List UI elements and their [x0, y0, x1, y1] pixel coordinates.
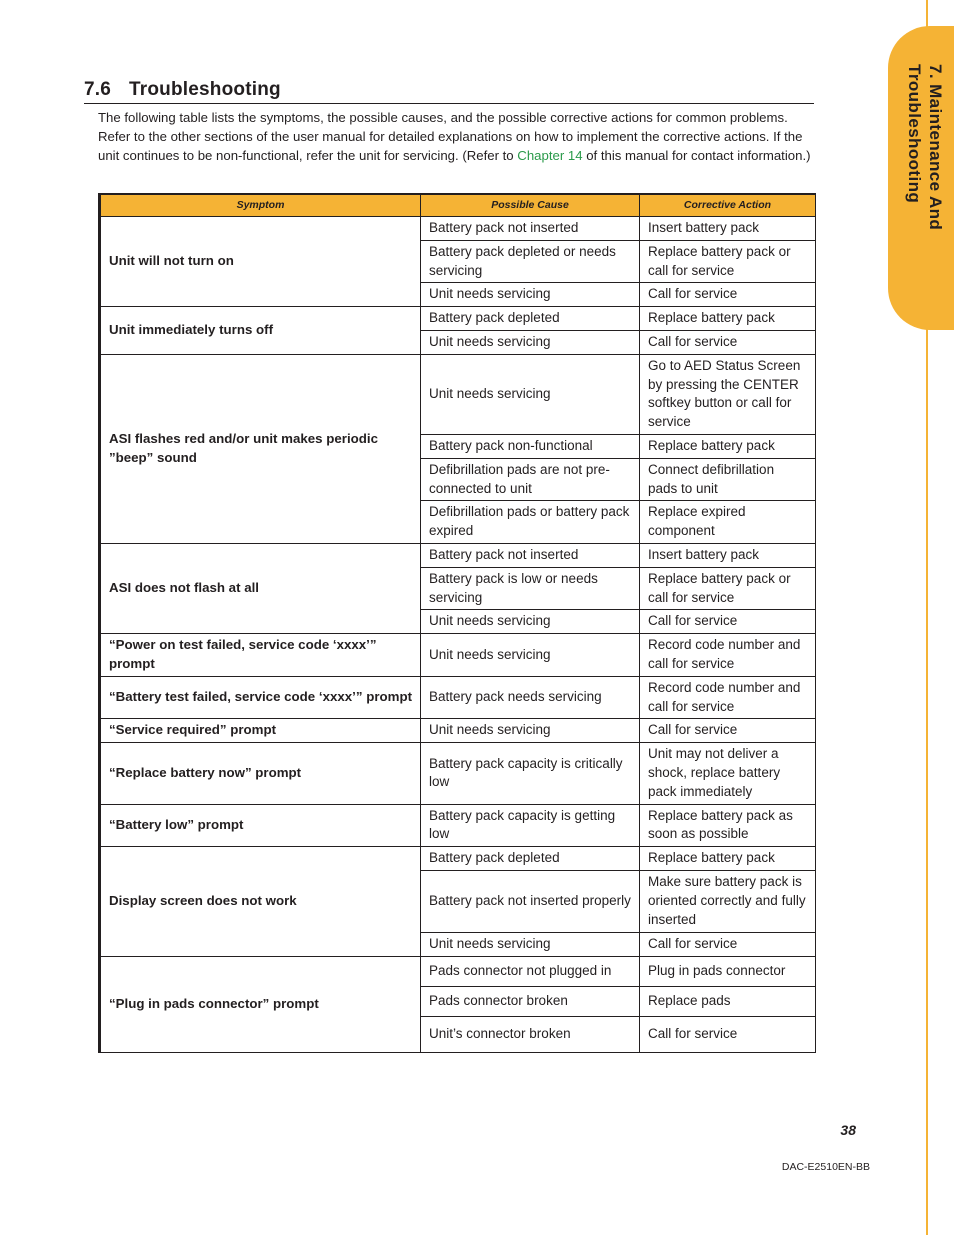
- action-cell: Insert battery pack: [640, 217, 816, 241]
- intro-paragraph: [98, 109, 814, 165]
- cause-cell: Battery pack not inserted: [421, 217, 640, 241]
- symptom-cell: “Battery test failed, service code ‘xxxx’” prompt: [100, 676, 421, 719]
- table-row: [100, 217, 816, 241]
- troubleshooting-table: [98, 193, 816, 1053]
- table-body: [100, 217, 816, 1053]
- action-cell: Replace battery pack as soon as possible: [640, 804, 816, 847]
- chapter-link[interactable]: Chapter 14: [517, 147, 583, 163]
- header-action: Corrective Action: [640, 194, 816, 217]
- action-cell: Connect defibrillation pads to unit: [640, 458, 816, 501]
- cause-cell: Unit needs servicing: [421, 932, 640, 956]
- cause-cell: Battery pack not inserted properly: [421, 870, 640, 932]
- cause-cell: Battery pack not inserted: [421, 543, 640, 567]
- table-row: [100, 676, 816, 719]
- cause-cell: Battery pack capacity is getting low: [421, 804, 640, 847]
- chapter-tab-line2: Troubleshooting: [905, 64, 924, 204]
- table-row: [100, 543, 816, 567]
- cause-cell: Battery pack capacity is critically low: [421, 743, 640, 804]
- cause-cell: Battery pack depleted: [421, 307, 640, 331]
- cause-cell: Unit’s connector broken: [421, 1016, 640, 1052]
- action-cell: Replace pads: [640, 986, 816, 1016]
- action-cell: Replace battery pack or call for service: [640, 567, 816, 610]
- cause-cell: Pads connector not plugged in: [421, 956, 640, 986]
- action-cell: Replace battery pack: [640, 434, 816, 458]
- symptom-cell: ASI flashes red and/or unit makes periodic ”beep” sound: [100, 354, 421, 543]
- cause-cell: Battery pack depleted or needs servicing: [421, 240, 640, 283]
- table-row: [100, 804, 816, 847]
- chapter-tab-line1: 7. Maintenance And: [926, 64, 945, 231]
- cause-cell: Unit needs servicing: [421, 610, 640, 634]
- symptom-cell: “Power on test failed, service code ‘xxxx’” prompt: [100, 634, 421, 677]
- cause-cell: Battery pack needs servicing: [421, 676, 640, 719]
- action-cell: Record code number and call for service: [640, 676, 816, 719]
- action-cell: Call for service: [640, 330, 816, 354]
- symptom-cell: Unit immediately turns off: [100, 307, 421, 355]
- action-cell: Call for service: [640, 719, 816, 743]
- symptom-cell: “Battery low” prompt: [100, 804, 421, 847]
- table-header-row: [100, 194, 816, 217]
- action-cell: Call for service: [640, 932, 816, 956]
- header-symptom: Symptom: [100, 194, 421, 217]
- cause-cell: Unit needs servicing: [421, 354, 640, 434]
- cause-cell: Unit needs servicing: [421, 634, 640, 677]
- symptom-cell: Display screen does not work: [100, 847, 421, 957]
- action-cell: Replace battery pack: [640, 307, 816, 331]
- table-row: [100, 354, 816, 434]
- table-row: [100, 634, 816, 677]
- table-row: [100, 847, 816, 871]
- symptom-cell: “Plug in pads connector” prompt: [100, 956, 421, 1052]
- cause-cell: Battery pack depleted: [421, 847, 640, 871]
- document-code: DAC-E2510EN-BB: [781, 1161, 870, 1173]
- symptom-cell: “Service required” prompt: [100, 719, 421, 743]
- header-cause: Possible Cause: [421, 194, 640, 217]
- section-heading: [84, 79, 814, 104]
- section-number: 7.6: [84, 79, 112, 100]
- chapter-tab-label: [900, 64, 946, 364]
- page-number: 38: [840, 1122, 856, 1138]
- cause-cell: Battery pack non-functional: [421, 434, 640, 458]
- cause-cell: Unit needs servicing: [421, 330, 640, 354]
- action-cell: Make sure battery pack is oriented correctly and fully inserted: [640, 870, 816, 932]
- action-cell: Insert battery pack: [640, 543, 816, 567]
- action-cell: Replace battery pack: [640, 847, 816, 871]
- action-cell: Replace battery pack or call for service: [640, 240, 816, 283]
- table-row: [100, 956, 816, 986]
- cause-cell: Unit needs servicing: [421, 283, 640, 307]
- symptom-cell: Unit will not turn on: [100, 217, 421, 307]
- action-cell: Plug in pads connector: [640, 956, 816, 986]
- cause-cell: Unit needs servicing: [421, 719, 640, 743]
- action-cell: Record code number and call for service: [640, 634, 816, 677]
- section-title: Troubleshooting: [129, 79, 281, 100]
- action-cell: Replace expired component: [640, 501, 816, 544]
- cause-cell: Defibrillation pads are not pre-connected to unit: [421, 458, 640, 501]
- action-cell: Call for service: [640, 283, 816, 307]
- table-row: [100, 307, 816, 331]
- action-cell: Unit may not deliver a shock, replace battery pack immediately: [640, 743, 816, 804]
- action-cell: Call for service: [640, 610, 816, 634]
- intro-text-end: of this manual for contact information.): [582, 147, 811, 163]
- table-row: [100, 719, 816, 743]
- symptom-cell: “Replace battery now” prompt: [100, 743, 421, 804]
- cause-cell: Defibrillation pads or battery pack expired: [421, 501, 640, 544]
- symptom-cell: ASI does not flash at all: [100, 543, 421, 633]
- intro-text-start: The following table lists the symptoms, the possible causes, and the possible corrective actions for common problems. Refer to the other sections of the user manual for detailed explanations on how to implement the corrective actions. If the unit continues to be non-functional, refer the unit for servicing. (Refer to: [98, 110, 803, 163]
- table-row: [100, 743, 816, 804]
- action-cell: Call for service: [640, 1016, 816, 1052]
- action-cell: Go to AED Status Screen by pressing the CENTER softkey button or call for service: [640, 354, 816, 434]
- cause-cell: Battery pack is low or needs servicing: [421, 567, 640, 610]
- cause-cell: Pads connector broken: [421, 986, 640, 1016]
